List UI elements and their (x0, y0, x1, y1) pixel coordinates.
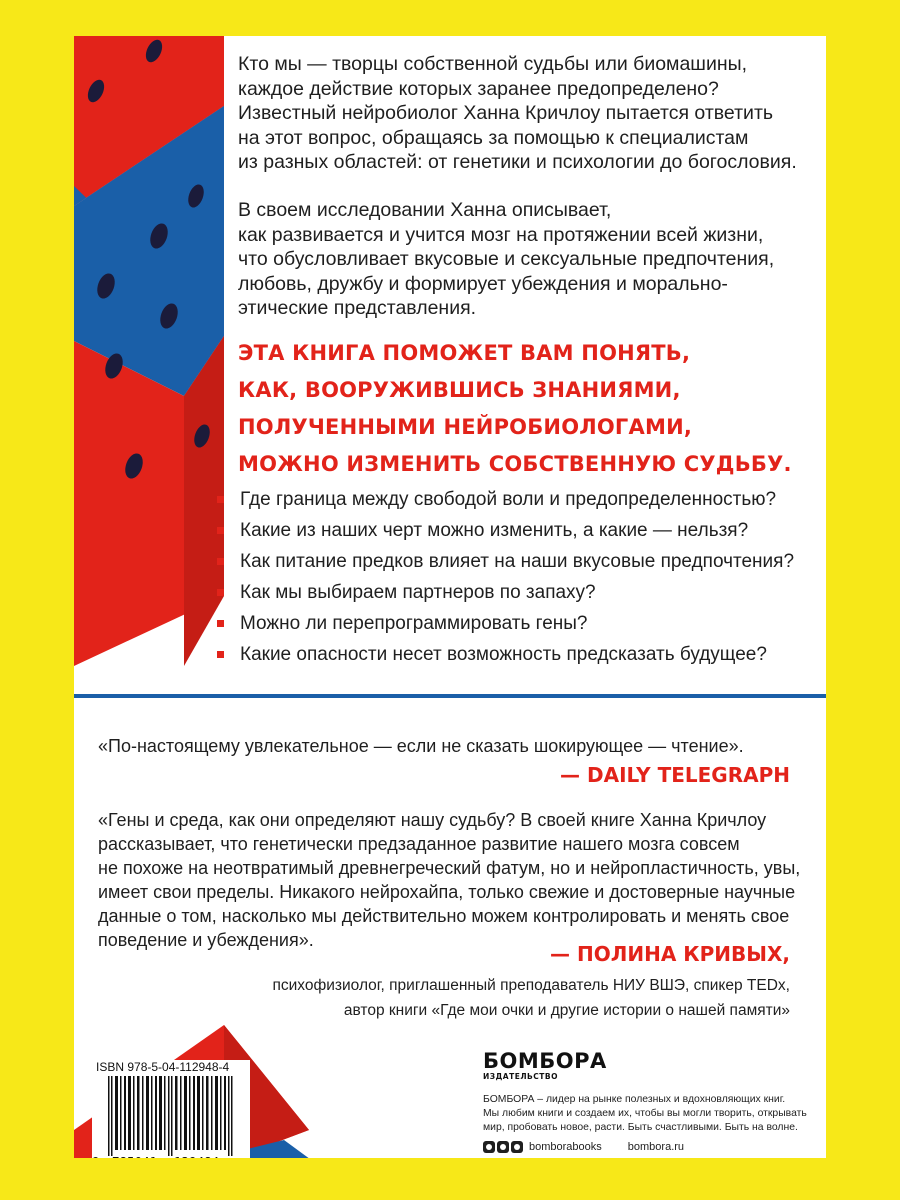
description-line: Мы любим книги и создаем их, чтобы вы могли творить, открывать (483, 1108, 807, 1119)
publisher-block (483, 1049, 807, 1153)
facebook-icon[interactable] (483, 1141, 495, 1153)
review-quote-1 (98, 735, 744, 758)
question-text: Как питание предков влияет на наши вкусовые предпочтения? (240, 551, 795, 572)
barcode-digits: 129484 (174, 1154, 220, 1169)
intro-paragraph-2 (238, 198, 774, 321)
bullet-square-icon (217, 496, 224, 503)
text-line: этические представления. (238, 297, 477, 319)
credit-line: автор книги «Где мои очки и другие истории о нашей памяти» (343, 1002, 790, 1019)
barcode-digit: 9 (92, 1154, 100, 1169)
publisher-subtitle: ИЗДАТЕЛЬСТВО (483, 1072, 558, 1081)
question-item (214, 484, 794, 515)
isbn-label: ISBN 978-5-04-112948-4 (96, 1060, 230, 1074)
question-item (214, 639, 794, 670)
bullet-square-icon (217, 558, 224, 565)
quote-line: имеет свои пределы. Никакого нейрохайпа, только свежие и достоверные научные (98, 882, 796, 902)
instagram-icon[interactable] (511, 1141, 523, 1153)
text-line: что обусловливает вкусовые и сексуальные предпочтения, (238, 248, 775, 270)
website-link[interactable]: bombora.ru (627, 1141, 685, 1153)
section-divider (74, 694, 826, 698)
question-list (214, 484, 794, 670)
quote-line: поведение и убеждения». (98, 930, 314, 950)
bullet-square-icon (217, 589, 224, 596)
vk-icon[interactable] (497, 1141, 509, 1153)
question-item (214, 515, 794, 546)
text-line: как развивается и учится мозг на протяжении всей жизни, (238, 223, 764, 246)
text-line: Кто мы — творцы собственной судьбы или биомашины, (238, 53, 748, 75)
publisher-logo: БОМБОРА (483, 1049, 607, 1073)
intro-paragraph-1 (238, 52, 797, 175)
text-line: любовь, дружбу и формирует убеждения и морально- (238, 272, 728, 295)
text-line: Известный нейробиолог Ханна Кричлоу пытается ответить (238, 102, 774, 124)
barcode-end-mark: > (238, 1154, 246, 1169)
review-quote-2 (98, 808, 801, 952)
description-line: БОМБОРА – лидер на рынке полезных и вдохновляющих книг. (483, 1094, 786, 1105)
text-line: на этот вопрос, обращаясь за помощью к специалистам (238, 126, 749, 149)
quote-line: «Гены и среда, как они определяют нашу судьбу? В своей книге Ханна Кричлоу (98, 810, 767, 830)
bullet-square-icon (217, 651, 224, 658)
review-author-2: — ПОЛИНА КРИВЫХ, (550, 942, 790, 966)
publisher-links (483, 1141, 803, 1153)
text-line: из разных областей: от генетики и психологии до богословия. (238, 151, 797, 173)
quote-line: рассказывает, что генетически предзаданное развитие нашего мозга совсем (98, 834, 740, 854)
quote-line: не похоже на неотвратимый древнегреческий фатум, но и нейропластичность, увы, (98, 858, 801, 878)
text-line: В своем исследовании Ханна описывает, (238, 199, 612, 221)
barcode-icon (98, 1076, 244, 1156)
review-author-credits (272, 973, 790, 1023)
question-item (214, 577, 794, 608)
social-handle[interactable]: bomborabooks (529, 1141, 602, 1153)
question-item (214, 608, 794, 639)
question-item (214, 546, 794, 577)
barcode-block (92, 1060, 250, 1172)
question-text: Можно ли перепрограммировать гены? (240, 613, 588, 634)
text-line: каждое действие которых заранее предопределено? (238, 77, 719, 100)
tagline (238, 335, 792, 483)
barcode-digits: 785041 (112, 1154, 158, 1169)
review-author-1: — DAILY TELEGRAPH (560, 763, 790, 787)
question-text: Где граница между свободой воли и предопределенностью? (240, 489, 777, 510)
bullet-square-icon (217, 527, 224, 534)
tagline-line: ПОЛУЧЕННЫМИ НЕЙРОБИОЛОГАМИ, (238, 415, 693, 439)
question-text: Как мы выбираем партнеров по запаху? (240, 582, 596, 603)
quote-line: данные о том, насколько мы действительно можем контролировать и менять свое (98, 906, 790, 926)
description-line: мир, пробовать новое, расти. Быть счастливыми. Быть на волне. (483, 1122, 798, 1133)
credit-line: психофизиолог, приглашенный преподаватель НИУ ВШЭ, спикер TEDx, (272, 977, 790, 994)
question-text: Какие опасности несет возможность предсказать будущее? (240, 644, 767, 665)
bullet-square-icon (217, 620, 224, 627)
publisher-description (483, 1093, 807, 1135)
tagline-line: ЭТА КНИГА ПОМОЖЕТ ВАМ ПОНЯТЬ, (238, 341, 691, 365)
tagline-line: МОЖНО ИЗМЕНИТЬ СОБСТВЕННУЮ СУДЬБУ. (238, 452, 792, 476)
quote-line: «По-настоящему увлекательное — если не сказать шокирующее — чтение». (98, 736, 744, 756)
tagline-line: КАК, ВООРУЖИВШИСЬ ЗНАНИЯМИ, (238, 378, 681, 402)
question-text: Какие из наших черт можно изменить, а какие — нельзя? (240, 520, 749, 541)
